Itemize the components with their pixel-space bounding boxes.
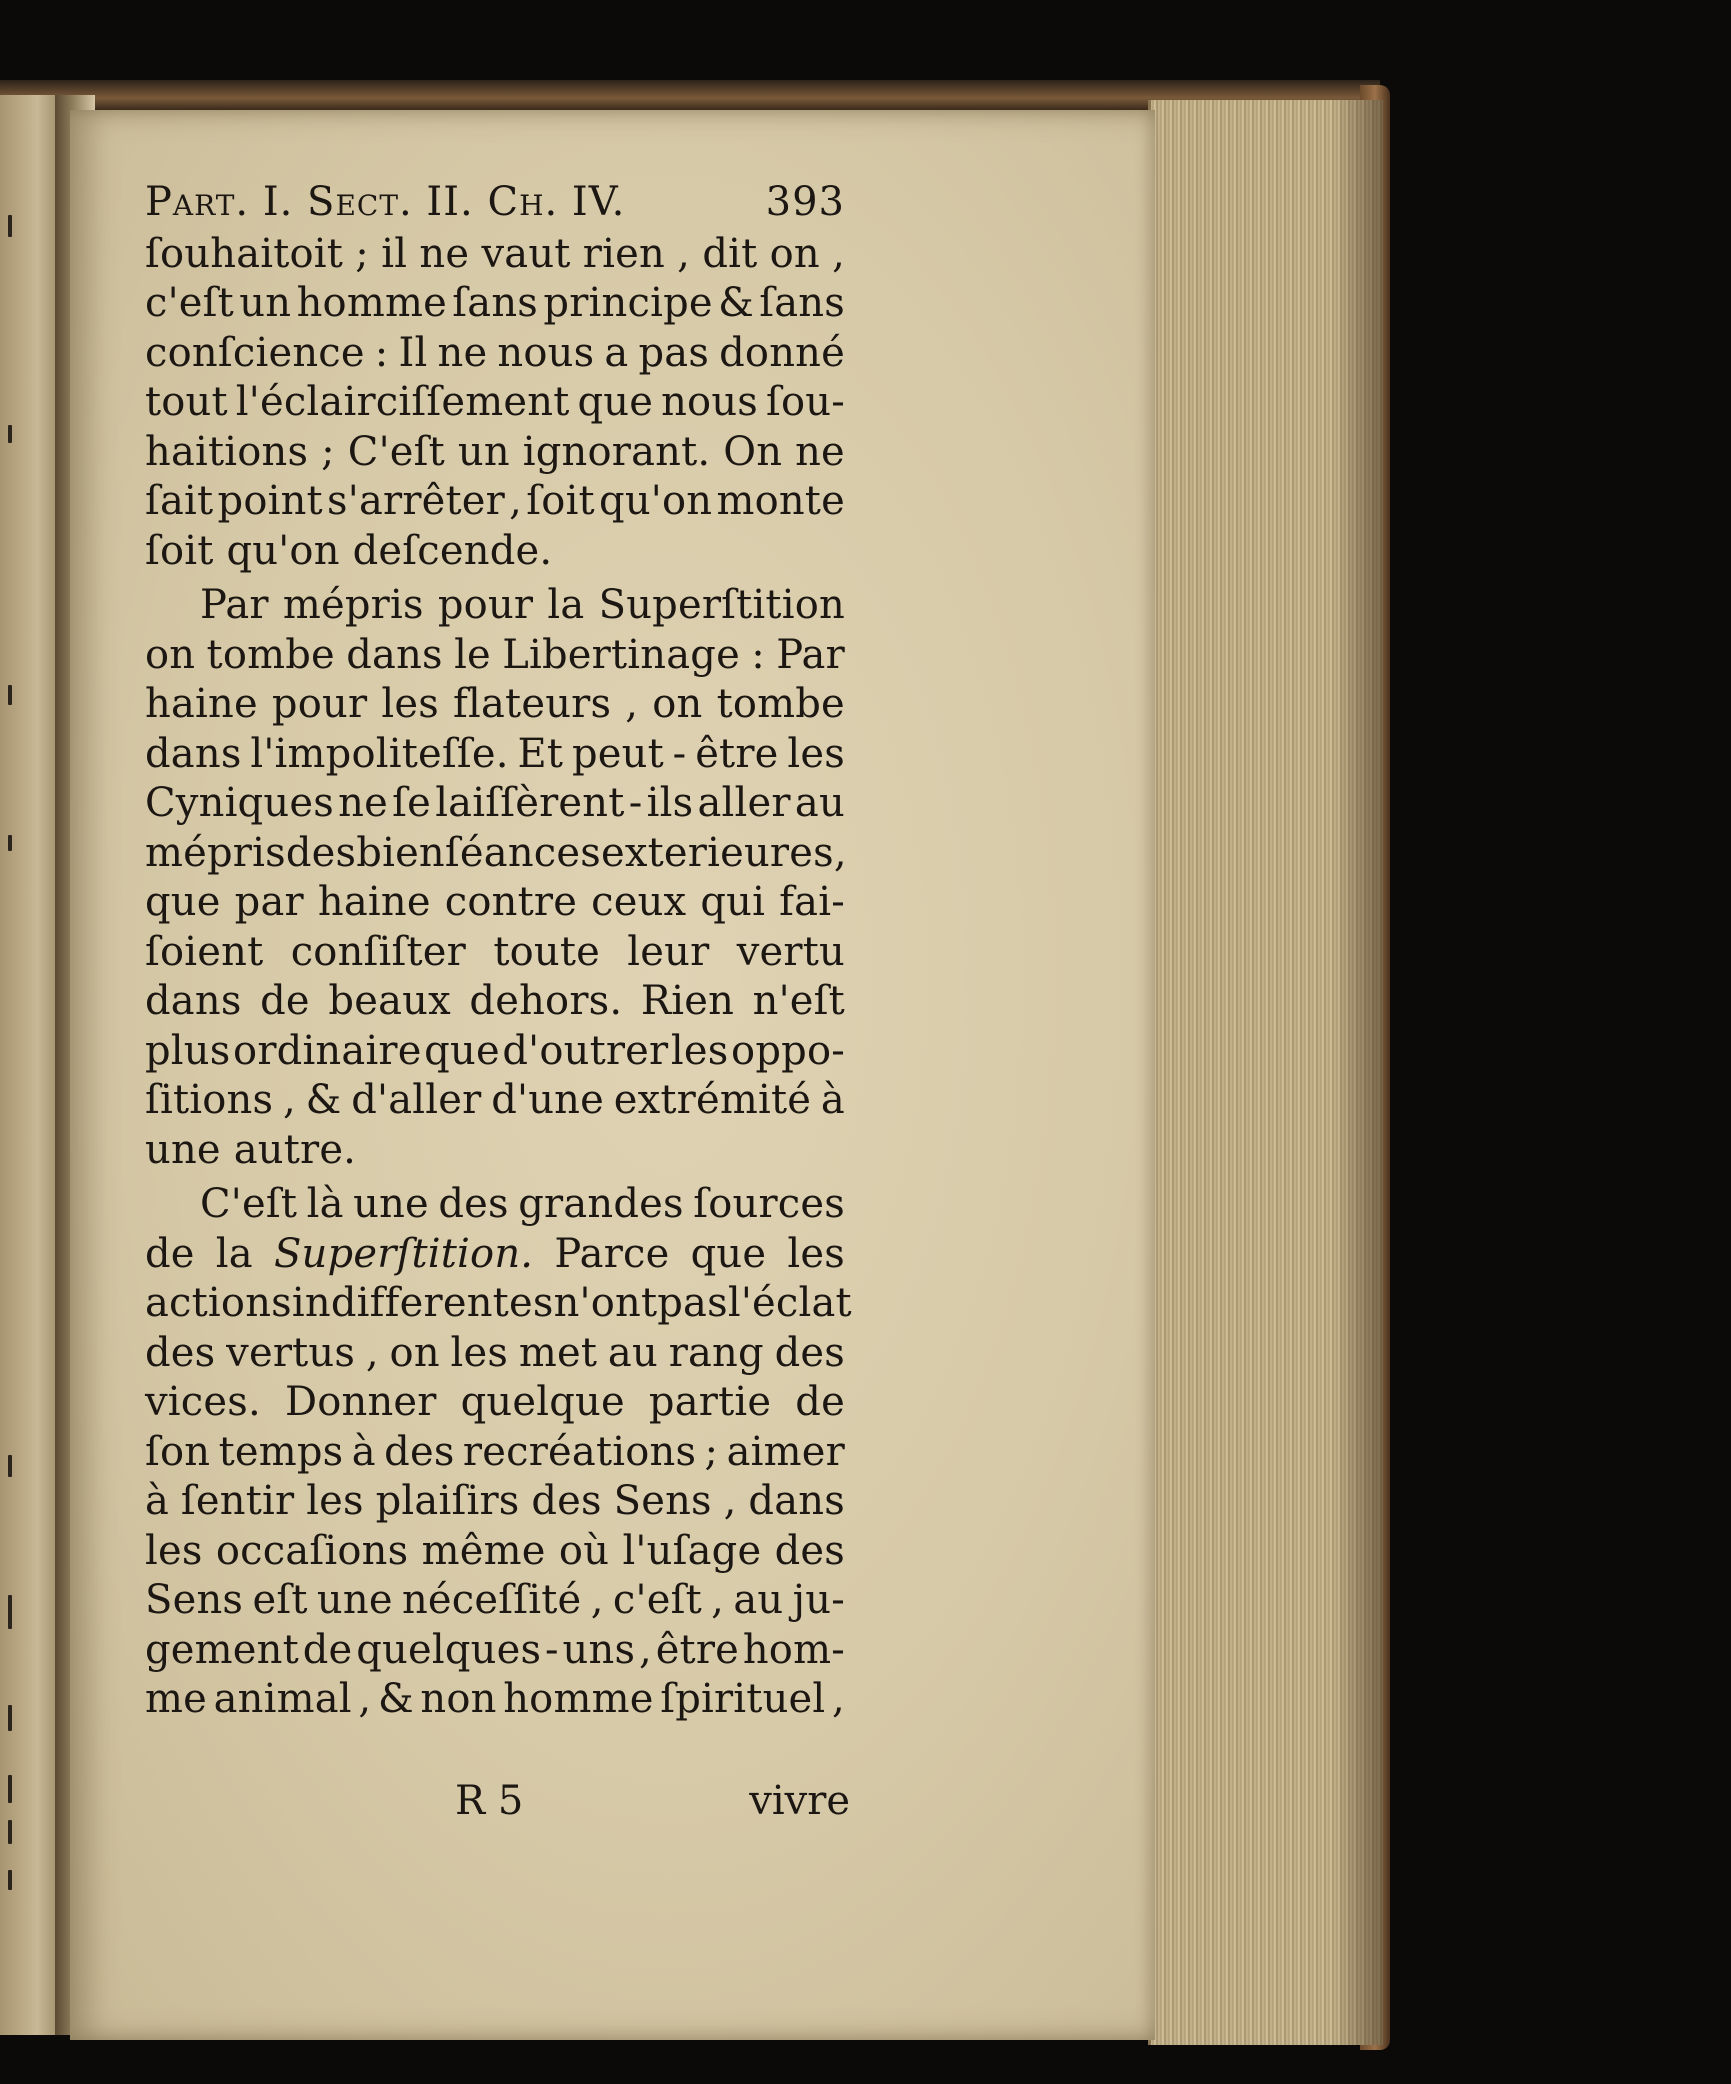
word: ſources [693,1181,845,1227]
text-line [145,631,845,681]
word: recréations [462,1428,697,1475]
text-line [145,1477,845,1527]
word: flateurs [453,681,612,727]
word: de [795,1379,845,1425]
word: monte [716,478,845,524]
word: d'outrer [502,1027,669,1074]
word: donné [719,329,845,376]
word: tombe [206,631,335,678]
word: beaux [328,978,451,1024]
word: homme [296,280,447,326]
word: quelque [460,1379,625,1425]
text-line [145,428,845,478]
word: , [625,681,639,727]
word: haine [317,879,431,925]
word: Par [776,631,845,678]
word: que [145,879,221,925]
word: conſcience [145,329,365,376]
word: c'eſt [612,1577,702,1623]
word: des [774,1527,845,1574]
word: l'éclat [727,1280,852,1326]
word: on [145,631,196,678]
word: met [518,1329,598,1376]
word: les [450,1329,509,1376]
word: à [145,1478,170,1524]
word: que [424,1027,500,1074]
word: pas [638,329,710,376]
word: des [285,829,357,876]
word: rien [582,230,665,277]
word: Sens [145,1577,244,1623]
word: : [374,329,389,376]
word: ſon [145,1428,211,1475]
running-head [145,178,845,228]
word: l'éclairciſſement [235,379,570,425]
word: principe [543,280,713,326]
word: où [558,1527,610,1574]
text-line [145,230,845,280]
word: Et [517,730,564,777]
word: temps [218,1428,344,1475]
word: fai- [779,879,845,925]
paragraph [145,581,845,1175]
word: Superſtition [598,582,845,628]
word: une [353,1181,429,1227]
word: il [381,230,408,277]
word: mépris [145,829,286,876]
word: dehors. [469,978,623,1024]
word: ſans [759,280,845,326]
text-line [145,581,845,631]
word: , [723,1478,737,1524]
word: d'une [491,1077,605,1123]
word: & [377,1676,414,1722]
page-fore-edge [1148,100,1383,2045]
word: extrémité [613,1077,812,1123]
word: ſans [452,280,539,326]
word: ceux [591,879,687,925]
word: me [145,1676,208,1722]
word: des [438,1181,509,1227]
word: qui [700,879,766,925]
word: mépris [282,582,424,628]
word: l'impoliteſſe. [250,730,509,777]
word: toute [493,928,600,975]
word: les [670,1027,729,1074]
word: ſait [145,478,214,524]
word: , [283,1077,296,1123]
word: ne [437,329,488,376]
word: par [234,879,304,925]
word: Cyniques [145,780,334,826]
word: animal [213,1676,352,1722]
word: ; [355,230,369,277]
word: conſiſter [290,928,467,975]
word: Parce [554,1230,670,1277]
word: que [577,379,654,425]
text-line [145,1180,845,1230]
word: des [774,1329,845,1376]
word: gement [145,1626,299,1673]
word: haine [145,681,258,727]
word: , [832,230,845,277]
text-line [145,977,845,1027]
word: ne [419,230,470,277]
word: à [820,1077,845,1123]
word: ſouhaitoit [145,230,344,277]
word: s'arrêter [327,478,505,524]
word: une [316,1577,393,1623]
word: vertu [736,928,845,975]
word: tombe [716,681,845,727]
word: n'eſt [752,978,845,1024]
word: nous [497,329,595,376]
word: la [547,582,585,628]
word: à [351,1428,376,1475]
text-line [145,1076,845,1126]
word: tout [145,379,228,425]
word: des [384,1428,455,1475]
word: ſpirituel [660,1676,826,1722]
word: indifferentes [291,1280,554,1326]
text-line [145,279,845,329]
word: dans [145,730,242,777]
word: Sens [613,1478,712,1524]
word: , [638,1626,652,1673]
text-line [145,1329,845,1379]
word: contre [444,879,578,925]
word: Libertinage [502,631,740,678]
word: - [545,1626,559,1673]
word: & [305,1077,342,1123]
word: on [769,230,820,277]
catchword: vivre [749,1778,850,1824]
word: : [751,631,765,678]
text-line-with-italic [145,1230,845,1280]
word: être [655,1626,740,1673]
word: le [454,631,491,678]
word: - [628,780,643,826]
word: pas [657,1280,728,1326]
word: ſe [392,780,432,826]
word: , [677,230,691,277]
word: aller [697,780,791,826]
word: partie [648,1379,772,1425]
word: grandes [518,1181,684,1227]
word: les [787,730,845,777]
word: la [215,1230,253,1277]
word: C'eſt [347,428,445,475]
word: que [690,1230,767,1277]
word: oppo- [731,1027,845,1074]
facing-page-edge [0,95,62,2035]
text-line [145,680,845,730]
running-head-title: Part. I. Sect. II. Ch. IV. [145,179,626,225]
word: les [145,1527,203,1574]
word: ils [646,780,694,826]
word: a [604,329,629,376]
word: ju- [792,1577,845,1623]
word: on [652,681,703,727]
word: peut [571,730,664,777]
word: hom- [742,1626,845,1673]
word: même [421,1527,546,1574]
word: n'ont [553,1280,658,1326]
text-line [145,1626,845,1676]
word: occaſions [215,1527,409,1574]
word: On [723,428,783,475]
word: Rien [640,978,735,1024]
word: un [457,428,510,475]
word: on [389,1329,440,1376]
word: & [718,280,754,326]
page-number: 393 [765,179,845,225]
word: nous [661,379,759,425]
paragraph [145,1180,852,1725]
text-line [145,1027,845,1077]
word: haitions [145,428,309,475]
word: ſoit [526,478,595,524]
word: ; [704,1428,719,1475]
word: exterieures [601,829,834,876]
page-footer [455,1778,850,1824]
word: dans [748,1478,845,1524]
word: , [365,1329,379,1376]
word: non [420,1676,497,1722]
word: - [672,730,687,777]
word: les [381,681,439,727]
text-line [145,477,845,527]
word: actions [145,1280,292,1326]
word: ſoient [145,928,264,975]
paragraph [145,230,845,577]
word: c'eſt [145,280,234,326]
word: bienſéances [356,829,601,876]
page-text [145,178,852,1725]
text-line [145,329,845,379]
word: ne [795,428,845,475]
word: aimer [726,1428,845,1475]
word: Superſtition. [273,1230,534,1277]
text-line [145,829,845,879]
word: au [794,780,845,826]
text-line [145,878,845,928]
text-line [145,1527,845,1577]
word: des [531,1478,602,1524]
text-line [145,1428,845,1478]
word: quelques [356,1626,542,1673]
word: uns [562,1626,636,1673]
word: C'eſt [200,1181,298,1227]
word: dans [145,978,242,1024]
word: des [145,1329,216,1376]
text-line [145,1675,845,1725]
text-line [145,1378,845,1428]
word: l'uſage [622,1527,762,1574]
word: laiſſèrent [435,780,625,826]
word: , [833,829,847,876]
word: qu'on [599,478,713,524]
word: au [607,1329,658,1376]
word: Il [398,329,428,376]
word: là [306,1181,344,1227]
word: leur [627,928,710,975]
word: de [145,1230,195,1277]
word: d'aller [351,1077,482,1123]
word: ſentir [180,1478,295,1524]
word: Par [200,582,269,628]
word: les [787,1230,845,1277]
word: néceſſité [401,1577,582,1623]
word: ſou- [765,379,845,425]
word: dans [346,631,443,678]
text-line [145,928,845,978]
word: ne [338,780,388,826]
signature-mark: R 5 [455,1778,524,1824]
word: vertus [226,1329,356,1376]
word: point [217,478,323,524]
text-line [145,779,845,829]
word: au [733,1577,784,1623]
word: eſt [252,1577,308,1623]
text-line [145,730,845,780]
text-line [145,378,845,428]
word: homme [503,1676,654,1722]
word: , [711,1577,725,1623]
word: pour [271,681,368,727]
word: être [695,730,779,777]
word: vaut [481,230,571,277]
word: plus [145,1027,231,1074]
text-line: ſoit qu'on deſcende. [145,527,553,574]
word: , [832,1676,845,1722]
word: rang [668,1329,764,1376]
word: ſitions [145,1077,274,1123]
word: , [590,1577,604,1623]
text-line [145,1576,845,1626]
word: dit [702,230,758,277]
word: les [306,1478,364,1524]
word: de [260,978,310,1024]
word: vices. [145,1379,261,1425]
word: , [358,1676,372,1722]
word: ignorant. [522,428,711,475]
word: plaiſirs [375,1478,520,1524]
word: Donner [284,1379,437,1425]
word: de [302,1626,353,1673]
word: ordinaire [233,1027,422,1074]
text-line: une autre. [145,1126,357,1173]
word: pour [437,582,534,628]
word: ; [321,428,335,475]
text-line [145,1279,852,1329]
word: un [239,280,292,326]
word: , [509,478,523,524]
